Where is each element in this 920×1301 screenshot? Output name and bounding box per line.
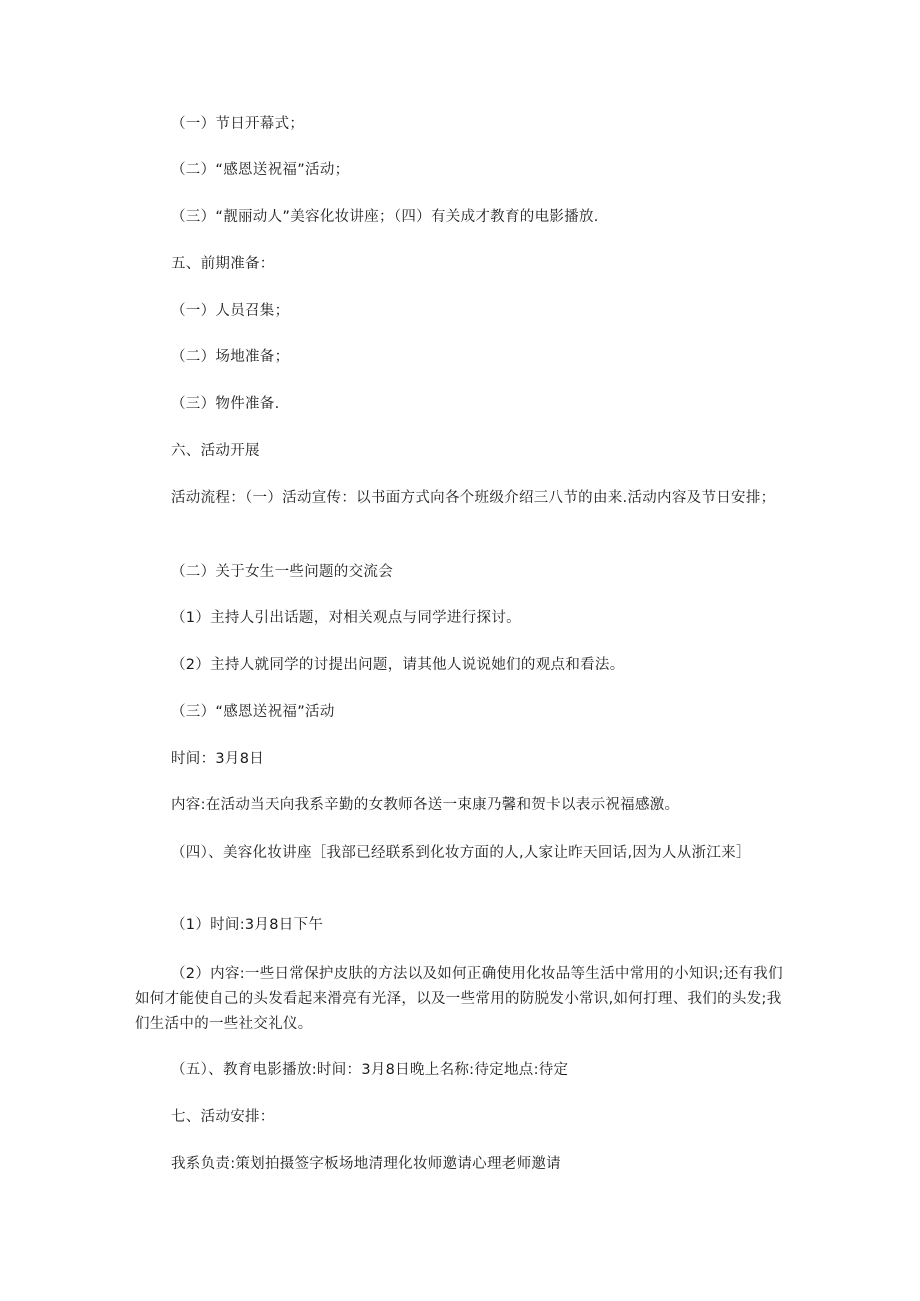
heading-preparation: 五、前期准备： bbox=[171, 256, 275, 272]
paragraph-opening-ceremony: （一）节日开幕式； bbox=[171, 116, 305, 132]
paragraph-makeup-lecture: （四）、美容化妆讲座［我部已经联系到化妆方面的人,人家让昨天回话,因为人从浙江来］ bbox=[171, 845, 751, 861]
paragraph-host-questions: （2）主持人就同学的讨提出问题，请其他人说说她们的观点和看法。 bbox=[171, 657, 625, 673]
paragraph-gratitude-heading: （三）“感恩送祝福”活动 bbox=[171, 704, 335, 720]
heading-activity-execution: 六、活动开展 bbox=[171, 443, 260, 459]
paragraph-venue-preparation: （二）场地准备； bbox=[171, 349, 290, 365]
paragraph-department-responsibilities: 我系负责:策划拍摄签字板场地清理化妆师邀请心理老师邀请 bbox=[171, 1156, 561, 1172]
paragraph-lecture-time: （1）时间:3月8日下午 bbox=[171, 917, 324, 933]
paragraph-gratitude-activity: （二）“感恩送祝福”活动； bbox=[171, 162, 350, 178]
paragraph-activity-process: 活动流程：（一）活动宣传：以书面方式向各个班级介绍三八节的由来.活动内容及节日安排； bbox=[171, 490, 776, 506]
paragraph-time: 时间：3月8日 bbox=[171, 751, 265, 767]
paragraph-beauty-lecture-and-movie: （三）“靓丽动人”美容化妆讲座；（四）有关成才教育的电影播放. bbox=[171, 209, 599, 225]
heading-activity-arrangement: 七、活动安排： bbox=[171, 1109, 275, 1125]
paragraph-content: 内容:在活动当天向我系辛勤的女教师各送一束康乃馨和贺卡以表示祝福感激。 bbox=[171, 797, 680, 813]
paragraph-host-topic: （1）主持人引出话题，对相关观点与同学进行探讨。 bbox=[171, 610, 521, 626]
paragraph-exchange-meeting: （二）关于女生一些问题的交流会 bbox=[171, 564, 393, 580]
paragraph-staff-gathering: （一）人员召集； bbox=[171, 303, 290, 319]
paragraph-movie-screening: （五）、教育电影播放:时间：3月8日晚上名称:待定地点:待定 bbox=[171, 1062, 569, 1078]
paragraph-lecture-content: （2）内容:一些日常保护皮肤的方法以及如何正确使用化妆品等生活中常用的小知识;还有我们如何才能使自己的头发看起来滑亮有光泽，以及一些常用的防脱发小常识,如何打理、我们的头发;我们生活中的一些社交礼仪。 bbox=[135, 966, 783, 1032]
paragraph-materials-preparation: （三）物件准备. bbox=[171, 396, 280, 412]
